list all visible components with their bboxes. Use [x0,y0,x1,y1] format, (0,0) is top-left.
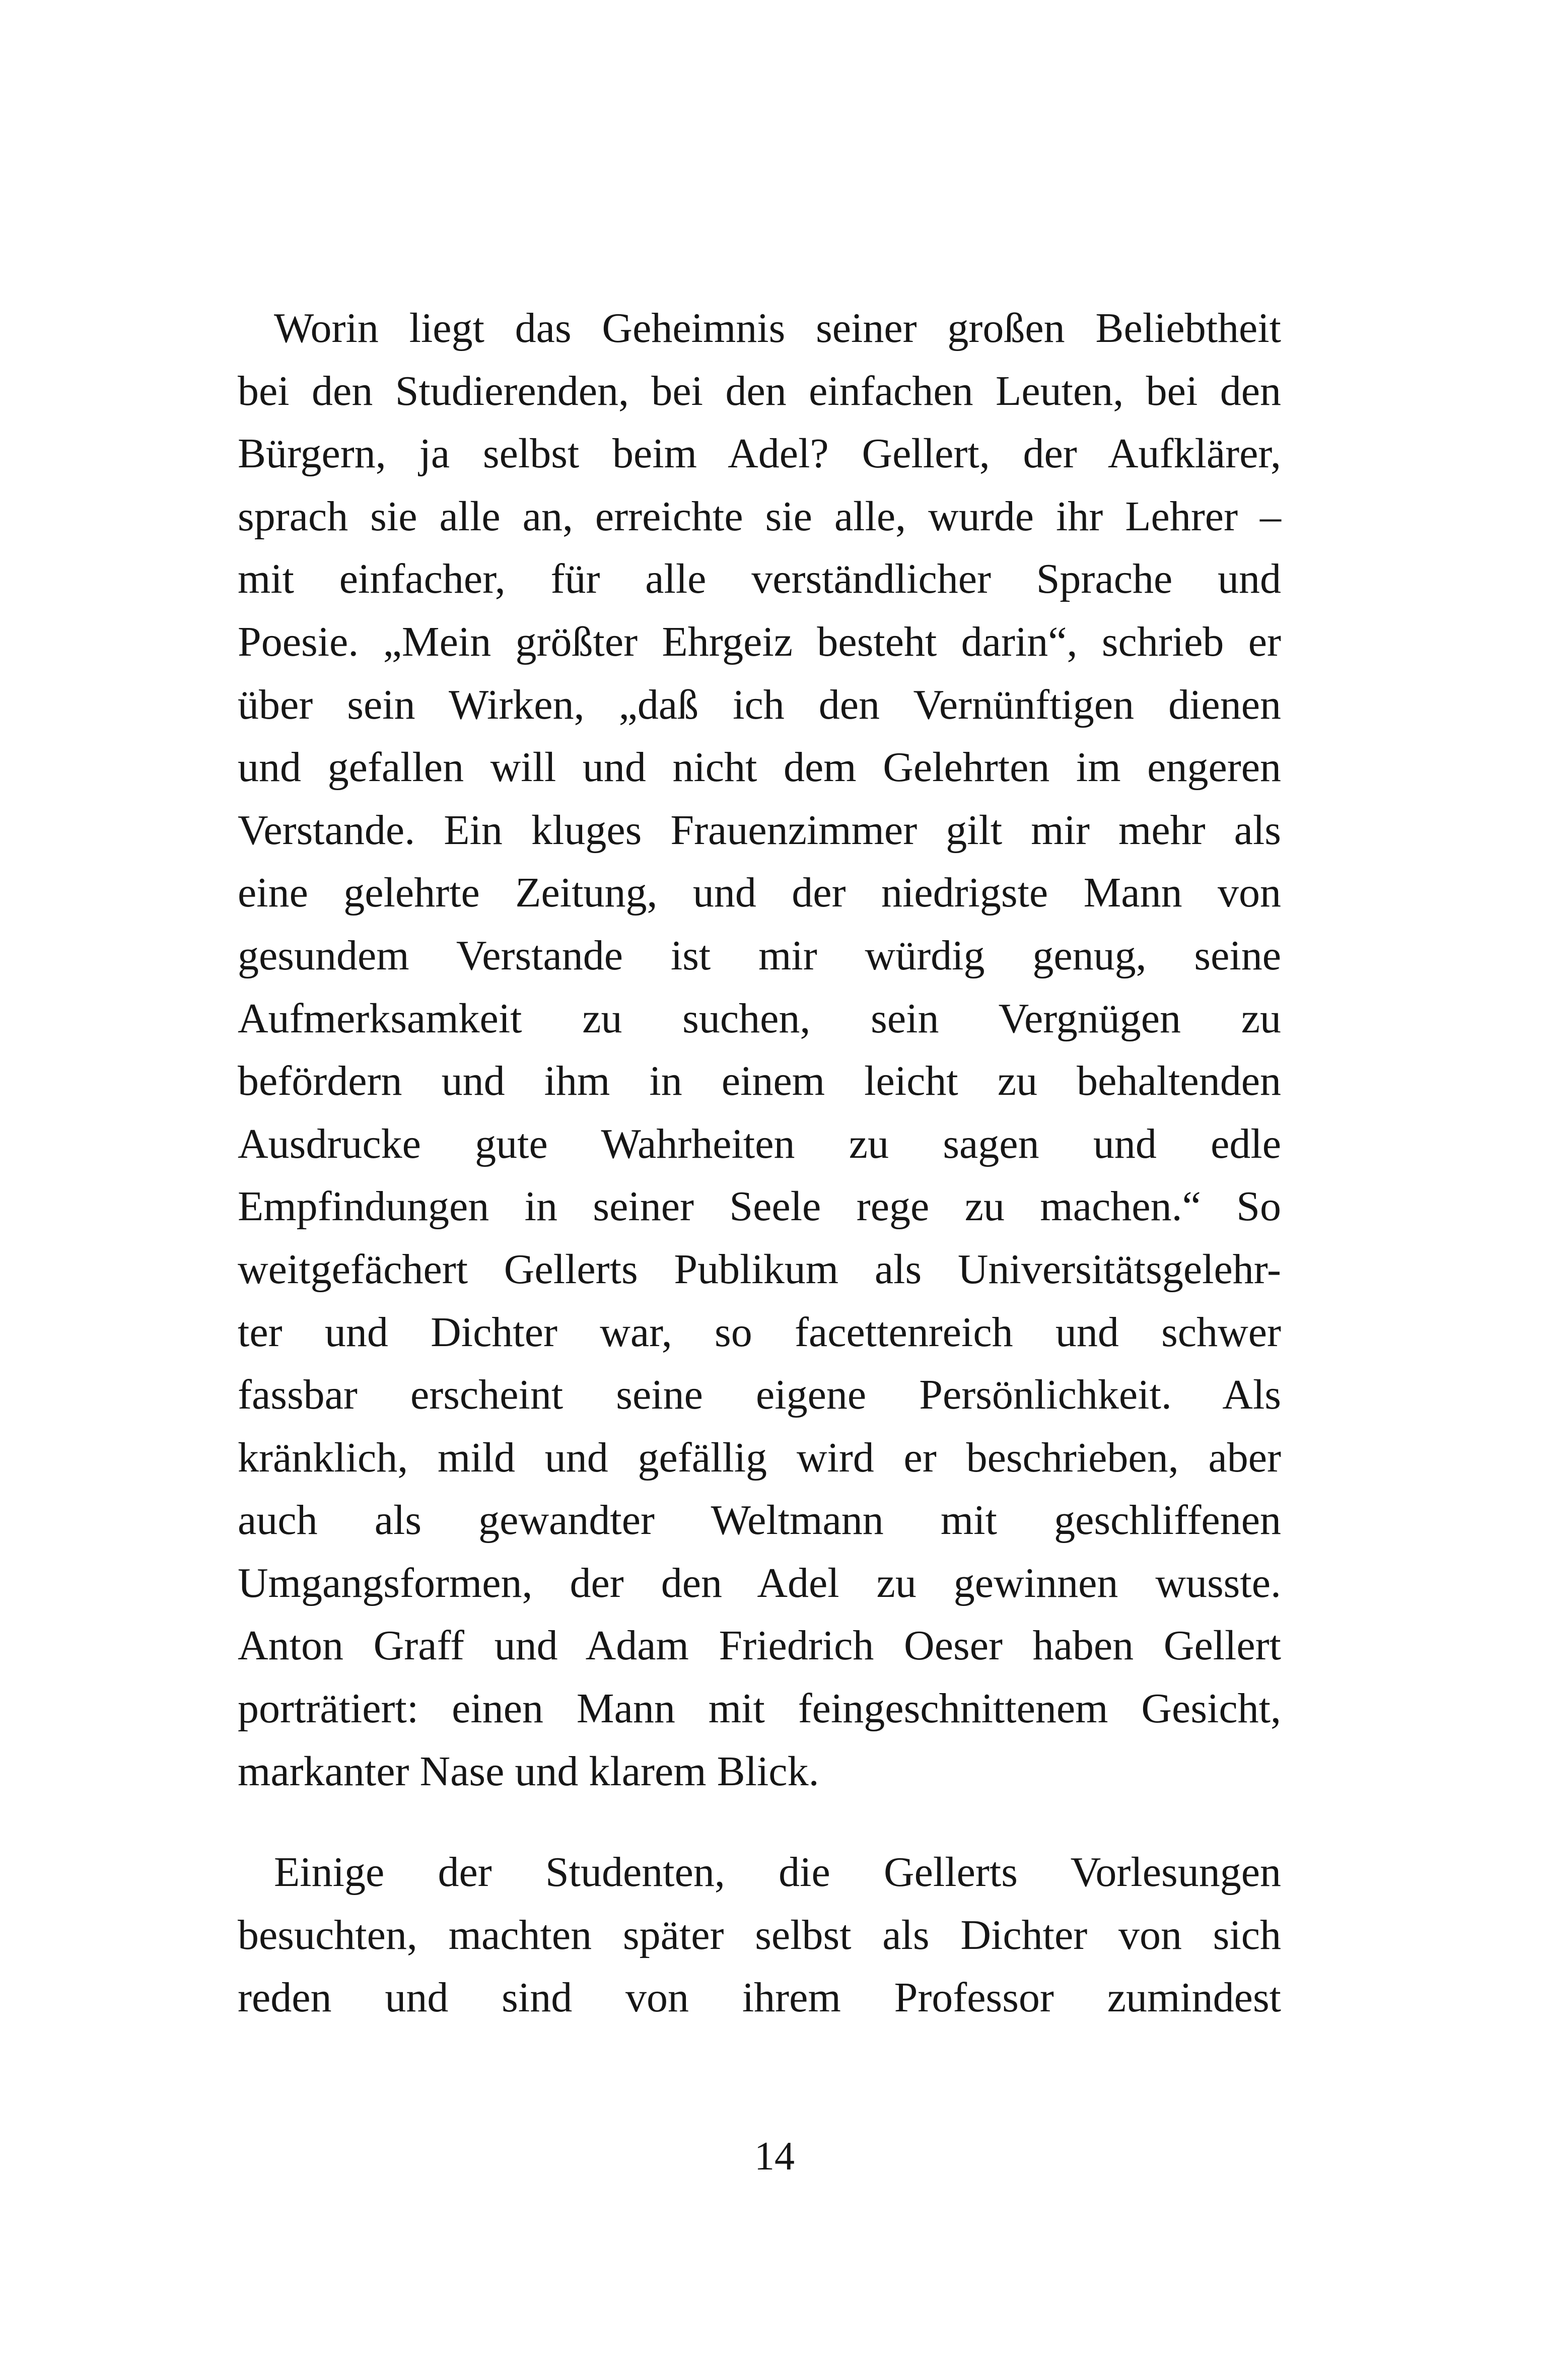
text-line: porträtiert: einen Mann mit feingeschnittenem Gesicht, [238,1685,1281,1732]
text-line: mit einfacher, für alle verständlicher Sprache und [238,555,1281,603]
text-line: sprach sie alle an, erreichte sie alle, wurde ihr Lehrer – [238,493,1281,540]
text-line: besuchten, machten später selbst als Dichter von sich [238,1911,1281,1958]
text-line: Worin liegt das Geheimnis seiner großen Beliebtheit [274,305,1281,352]
text-line: über sein Wirken, „daß ich den Vernünftigen dienen [238,681,1281,728]
text-line: bei den Studierenden, bei den einfachen Leuten, bei den [238,367,1281,414]
text-line: markanter Nase und klarem Blick. [238,1747,819,1795]
paragraph-gap [238,1803,1281,1841]
text-line: Ausdrucke gute Wahrheiten zu sagen und edle [238,1120,1281,1167]
text-line: Aufmerksamkeit zu suchen, sein Vergnügen zu [238,995,1281,1042]
text-line: eine gelehrte Zeitung, und der niedrigste Mann von [238,869,1281,917]
text-line: gesundem Verstande ist mir würdig genug, seine [238,932,1281,979]
page-number: 14 [754,2134,795,2179]
text-line: kränklich, mild und gefällig wird er beschrieben, aber [238,1434,1281,1481]
text-line: Bürgern, ja selbst beim Adel? Gellert, der Aufklärer, [238,430,1281,477]
text-line: und gefallen will und nicht dem Gelehrten im engeren [238,744,1281,791]
text-line: auch als gewandter Weltmann mit geschliffenen [238,1497,1281,1544]
text-line: Umgangsformen, der den Adel zu gewinnen wusste. [238,1559,1281,1606]
text-line: Verstande. Ein kluges Frauenzimmer gilt mir mehr als [238,806,1281,854]
text-line: Anton Graff und Adam Friedrich Oeser haben Gellert [238,1622,1281,1669]
text-line: Einige der Studenten, die Gellerts Vorlesungen [274,1849,1281,1896]
text-line: reden und sind von ihrem Professor zumindest [238,1974,1281,2021]
paragraph [238,297,1281,1803]
paragraph [238,1841,1281,2029]
text-line: Poesie. „Mein größter Ehrgeiz besteht darin“, schrieb er [238,618,1281,665]
text-line: weitgefächert Gellerts Publikum als Universitätsgelehr- [238,1245,1281,1293]
text-line: befördern und ihm in einem leicht zu behaltenden [238,1058,1281,1105]
text-line: Empfindungen in seiner Seele rege zu machen.“ So [238,1183,1281,1230]
body-text [238,297,1281,2029]
text-line: fassbar erscheint seine eigene Persönlichkeit. Als [238,1371,1281,1419]
text-line: ter und Dichter war, so facettenreich und schwer [238,1308,1281,1356]
